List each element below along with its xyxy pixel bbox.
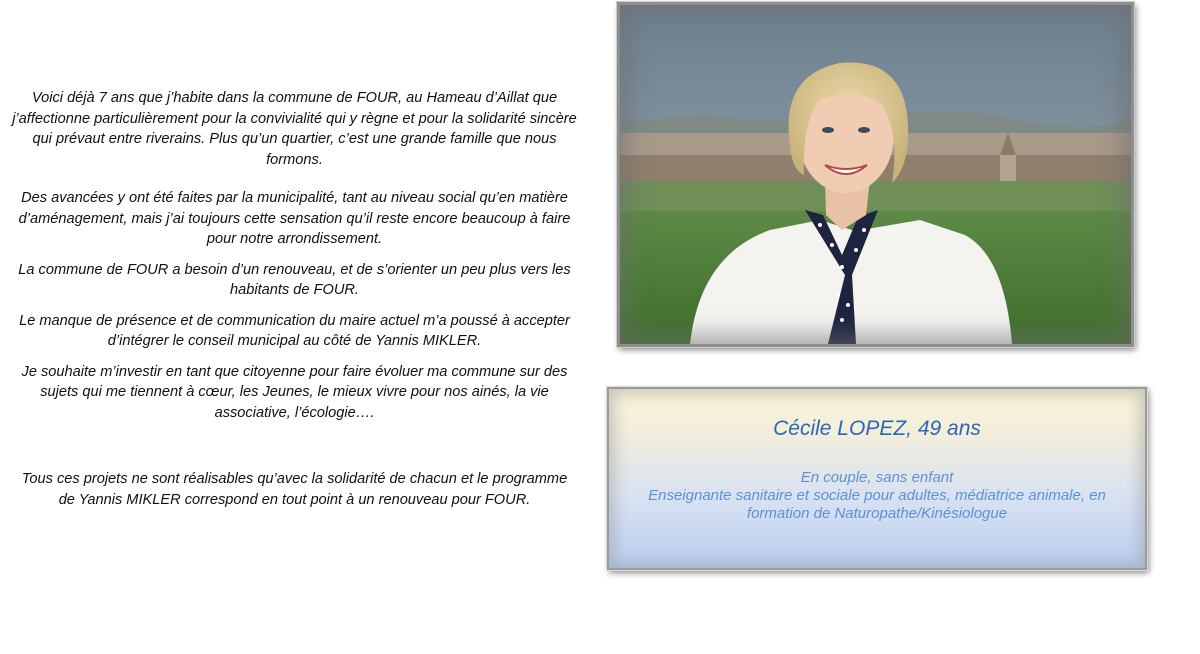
intro-paragraph-6: Tous ces projets ne sont réalisables qu’avec la solidarité de chacun et le programme de Yannis MIKLER correspond en tout point à un renouveau pour FOUR. <box>21 471 568 508</box>
candidate-status: En couple, sans enfant <box>800 469 954 486</box>
candidate-info-card <box>607 387 1147 570</box>
intro-paragraph-1: Voici déjà 7 ans que j’habite dans la commune de FOUR, au Hameau d’Aillat que j’affectionne particulièrement pour la convivialité qui y règne et pour la solidarité sincère qui prévaut entre riverains. Plus qu’un quartier, c’est une grande famille que nous formons. <box>12 90 577 168</box>
portrait-image <box>620 5 1131 344</box>
candidate-details <box>619 469 1135 523</box>
intro-paragraph-4: Le manque de présence et de communication du maire actuel m’a poussé à accepter d’intégrer le conseil municipal au côté de Yannis MIKLER. <box>19 312 570 349</box>
intro-text <box>12 88 577 510</box>
candidate-name: Cécile LOPEZ, 49 ans <box>773 417 981 440</box>
intro-paragraph-2: Des avancées y ont été faites par la municipalité, tant au niveau social qu’en matière d’aménagement, mais j’ai toujours cette sensation qu’il reste encore beaucoup à faire pour notre arrondissement. <box>18 190 571 247</box>
candidate-photo <box>617 2 1134 347</box>
intro-paragraph-5: Je souhaite m’investir en tant que citoyenne pour faire évoluer ma commune sur des sujets qui me tiennent à cœur, les Jeunes, le mieux vivre pour nos ainés, la vie associative, l’écologie…. <box>21 363 568 421</box>
intro-paragraph-3: La commune de FOUR a besoin d’un renouveau, et de s’orienter un peu plus vers les habitants de FOUR. <box>18 261 571 298</box>
candidate-profession: Enseignante sanitaire et sociale pour adultes, médiatrice animale, en formation de Naturopathe/Kinésiologue <box>648 487 1106 522</box>
